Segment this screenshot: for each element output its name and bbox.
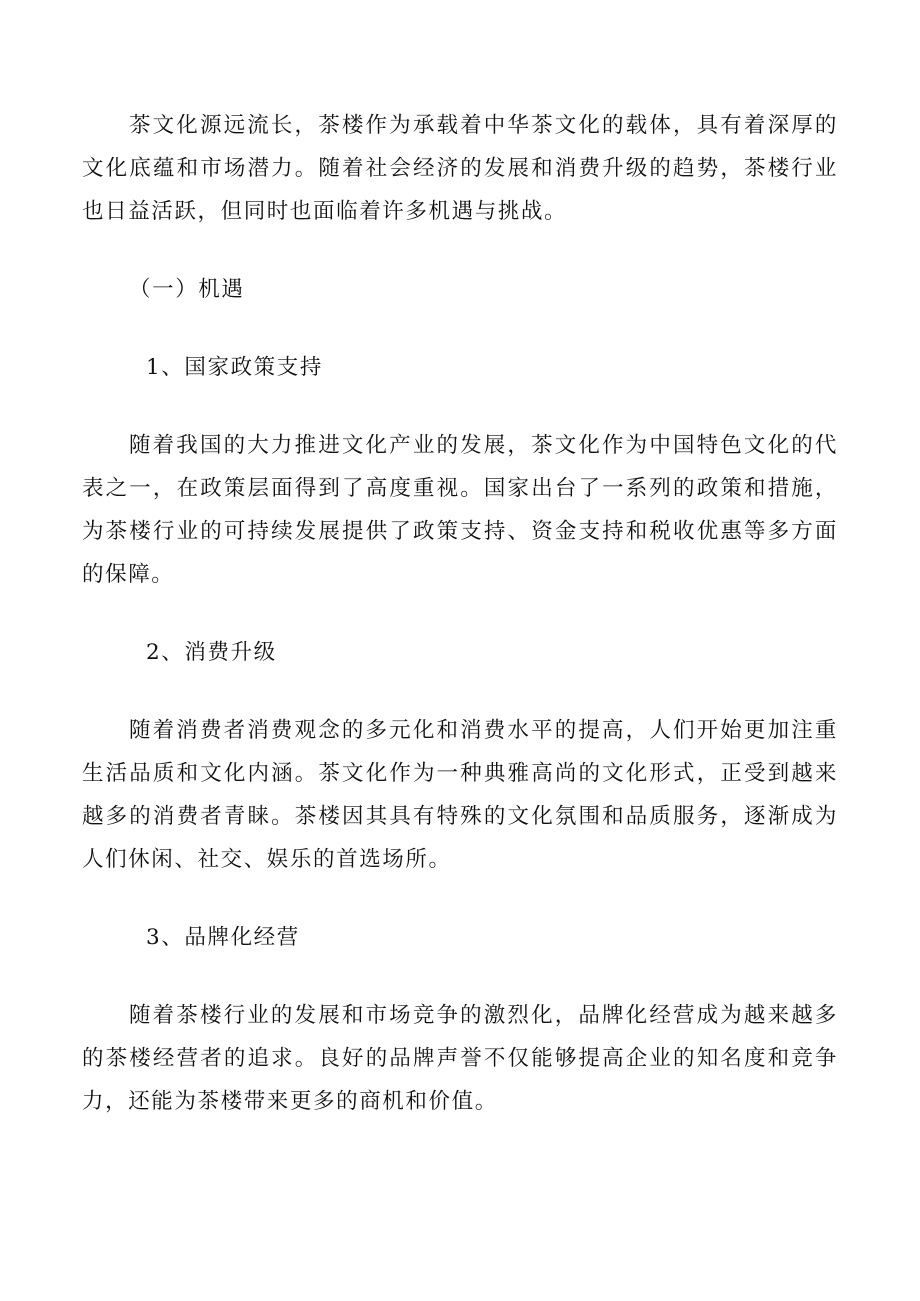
spacer [82,674,838,709]
section-title: （一）机遇 [129,277,245,302]
item-heading-policy: 1、国家政策支持 [146,355,323,380]
spacer [82,596,838,631]
spacer [82,881,838,916]
item-body-consumption: 随着消费者消费观念的多元化和消费水平的提高，人们开始更加注重生活品质和文化内涵。茶文化作为一种典雅高尚的文化形式，正受到越来越多的消费者青睐。茶楼因其具有特殊的文化氛围和品质服务，逐渐成为人们休闲、社交、娱乐的首选场所。 [82,718,838,872]
spacer [82,233,838,268]
document-body [82,104,838,1123]
spacer [82,389,838,424]
item-body-branding: 随着茶楼行业的发展和市场竞争的激烈化，品牌化经营成为越来越多的茶楼经营者的追求。良好的品牌声誉不仅能够提高企业的知名度和竞争力，还能为茶楼带来更多的商机和价值。 [82,1003,838,1114]
intro-paragraph: 茶文化源远流长，茶楼作为承载着中华茶文化的载体，具有着深厚的文化底蕴和市场潜力。随着社会经济的发展和消费升级的趋势，茶楼行业也日益活跃，但同时也面临着许多机遇与挑战。 [82,113,838,224]
spacer [82,959,838,994]
item-heading-branding: 3、品牌化经营 [146,925,300,950]
item-heading-consumption: 2、消费升级 [146,640,277,665]
spacer [82,311,838,346]
item-body-policy: 随着我国的大力推进文化产业的发展，茶文化作为中国特色文化的代表之一，在政策层面得到了高度重视。国家出台了一系列的政策和措施，为茶楼行业的可持续发展提供了政策支持、资金支持和税收优惠等多方面的保障。 [82,433,838,587]
